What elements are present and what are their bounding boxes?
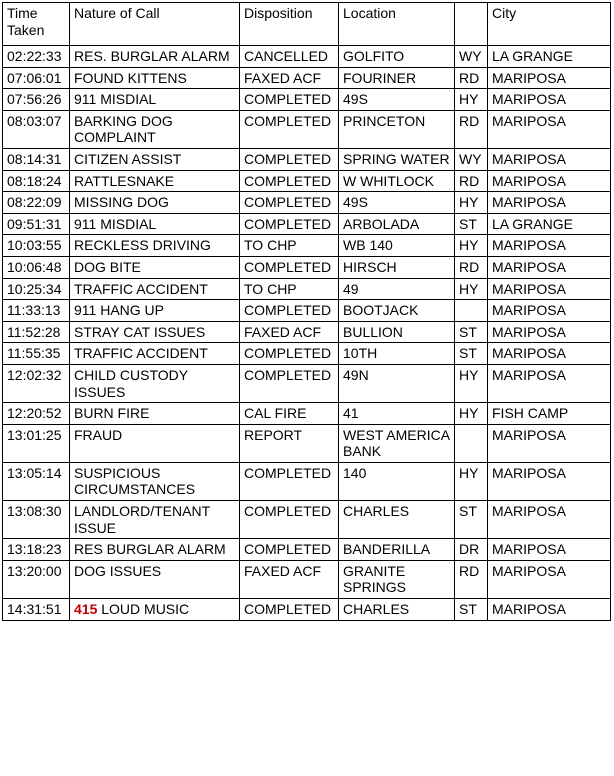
nature-cell: BURN FIRE — [70, 403, 240, 425]
table-row — [3, 364, 611, 402]
disposition-cell: FAXED ACF — [240, 67, 339, 89]
disposition-cell: COMPLETED — [240, 192, 339, 214]
table-row — [3, 599, 611, 621]
nature-cell: RES. BURGLAR ALARM — [70, 46, 240, 68]
city-cell: MARIPOSA — [488, 148, 611, 170]
nature-cell — [70, 599, 240, 621]
time-cell: 08:14:31 — [3, 148, 70, 170]
time-cell: 07:06:01 — [3, 67, 70, 89]
location-cell: W WHITLOCK — [339, 170, 455, 192]
city-cell: MARIPOSA — [488, 278, 611, 300]
disposition-cell: TO CHP — [240, 278, 339, 300]
time-cell: 13:18:23 — [3, 539, 70, 561]
time-cell: 10:03:55 — [3, 235, 70, 257]
nature-cell: 911 HANG UP — [70, 300, 240, 322]
table-row — [3, 148, 611, 170]
street-suffix-cell: HY — [455, 235, 488, 257]
street-suffix-cell: ST — [455, 321, 488, 343]
location-cell: 49 — [339, 278, 455, 300]
city-cell: MARIPOSA — [488, 424, 611, 462]
location-cell: ARBOLADA — [339, 213, 455, 235]
time-cell: 08:18:24 — [3, 170, 70, 192]
nature-cell: SUSPICIOUS CIRCUMSTANCES — [70, 462, 240, 500]
city-cell: MARIPOSA — [488, 364, 611, 402]
city-cell: MARIPOSA — [488, 321, 611, 343]
city-cell: FISH CAMP — [488, 403, 611, 425]
nature-cell: FOUND KITTENS — [70, 67, 240, 89]
location-cell: SPRING WATER — [339, 148, 455, 170]
table-row — [3, 46, 611, 68]
location-cell: HIRSCH — [339, 256, 455, 278]
table-row — [3, 67, 611, 89]
street-suffix-cell: ST — [455, 501, 488, 539]
table-row — [3, 278, 611, 300]
table-row — [3, 300, 611, 322]
city-cell: MARIPOSA — [488, 170, 611, 192]
header-row — [3, 3, 611, 46]
header-location: Location — [339, 3, 455, 46]
disposition-cell: COMPLETED — [240, 300, 339, 322]
disposition-cell: COMPLETED — [240, 170, 339, 192]
header-disposition: Disposition — [240, 3, 339, 46]
city-cell: MARIPOSA — [488, 300, 611, 322]
table-row — [3, 321, 611, 343]
location-cell: CHARLES — [339, 501, 455, 539]
disposition-cell: COMPLETED — [240, 213, 339, 235]
time-cell: 12:20:52 — [3, 403, 70, 425]
time-cell: 12:02:32 — [3, 364, 70, 402]
time-cell: 08:22:09 — [3, 192, 70, 214]
location-cell: GRANITE SPRINGS — [339, 560, 455, 598]
location-cell: 49S — [339, 192, 455, 214]
header-street-suffix — [455, 3, 488, 46]
city-cell: MARIPOSA — [488, 67, 611, 89]
city-cell: MARIPOSA — [488, 462, 611, 500]
nature-cell: DOG BITE — [70, 256, 240, 278]
street-suffix-cell: RD — [455, 560, 488, 598]
location-cell: BULLION — [339, 321, 455, 343]
location-cell: WB 140 — [339, 235, 455, 257]
time-cell: 11:55:35 — [3, 343, 70, 365]
city-cell: MARIPOSA — [488, 599, 611, 621]
header-city: City — [488, 3, 611, 46]
disposition-cell: COMPLETED — [240, 148, 339, 170]
table-row — [3, 403, 611, 425]
table-row — [3, 235, 611, 257]
nature-cell: BARKING DOG COMPLAINT — [70, 110, 240, 148]
nature-cell: MISSING DOG — [70, 192, 240, 214]
location-cell: BOOTJACK — [339, 300, 455, 322]
city-cell: LA GRANGE — [488, 46, 611, 68]
city-cell: MARIPOSA — [488, 110, 611, 148]
location-cell: 49S — [339, 89, 455, 111]
disposition-cell: CANCELLED — [240, 46, 339, 68]
time-cell: 11:52:28 — [3, 321, 70, 343]
location-cell: 140 — [339, 462, 455, 500]
time-cell: 13:20:00 — [3, 560, 70, 598]
table-row — [3, 343, 611, 365]
location-cell: WEST AMERICA BANK — [339, 424, 455, 462]
time-cell: 14:31:51 — [3, 599, 70, 621]
street-suffix-cell: WY — [455, 46, 488, 68]
disposition-cell: FAXED ACF — [240, 321, 339, 343]
location-cell: 41 — [339, 403, 455, 425]
street-suffix-cell: DR — [455, 539, 488, 561]
street-suffix-cell: WY — [455, 148, 488, 170]
nature-cell: STRAY CAT ISSUES — [70, 321, 240, 343]
disposition-cell: COMPLETED — [240, 89, 339, 111]
location-cell: 10TH — [339, 343, 455, 365]
nature-cell: RES BURGLAR ALARM — [70, 539, 240, 561]
table-row — [3, 89, 611, 111]
table-row — [3, 256, 611, 278]
penal-code-label: 415 — [74, 601, 98, 618]
street-suffix-cell: HY — [455, 364, 488, 402]
nature-cell: TRAFFIC ACCIDENT — [70, 343, 240, 365]
time-cell: 08:03:07 — [3, 110, 70, 148]
disposition-cell: COMPLETED — [240, 599, 339, 621]
header-nature-of-call: Nature of Call — [70, 3, 240, 46]
disposition-cell: COMPLETED — [240, 343, 339, 365]
location-cell: BANDERILLA — [339, 539, 455, 561]
disposition-cell: COMPLETED — [240, 462, 339, 500]
time-cell: 10:06:48 — [3, 256, 70, 278]
street-suffix-cell: HY — [455, 278, 488, 300]
header-time-taken: Time Taken — [3, 3, 70, 46]
table-row — [3, 192, 611, 214]
disposition-cell: REPORT — [240, 424, 339, 462]
table-row — [3, 560, 611, 598]
disposition-cell: CAL FIRE — [240, 403, 339, 425]
location-cell: PRINCETON — [339, 110, 455, 148]
table-row — [3, 462, 611, 500]
street-suffix-cell: ST — [455, 599, 488, 621]
time-cell: 13:01:25 — [3, 424, 70, 462]
city-cell: MARIPOSA — [488, 192, 611, 214]
street-suffix-cell — [455, 424, 488, 462]
time-cell: 09:51:31 — [3, 213, 70, 235]
table-row — [3, 110, 611, 148]
nature-cell: DOG ISSUES — [70, 560, 240, 598]
nature-cell: RATTLESNAKE — [70, 170, 240, 192]
time-cell: 07:56:26 — [3, 89, 70, 111]
street-suffix-cell — [455, 300, 488, 322]
location-cell: 49N — [339, 364, 455, 402]
disposition-cell: FAXED ACF — [240, 560, 339, 598]
time-cell: 13:05:14 — [3, 462, 70, 500]
location-cell: CHARLES — [339, 599, 455, 621]
street-suffix-cell: ST — [455, 343, 488, 365]
city-cell: MARIPOSA — [488, 235, 611, 257]
nature-text: LOUD MUSIC — [101, 601, 190, 618]
table-row — [3, 170, 611, 192]
table-row — [3, 539, 611, 561]
location-cell: GOLFITO — [339, 46, 455, 68]
call-log-table — [2, 2, 611, 621]
table-row — [3, 501, 611, 539]
city-cell: MARIPOSA — [488, 89, 611, 111]
street-suffix-cell: RD — [455, 110, 488, 148]
street-suffix-cell: HY — [455, 192, 488, 214]
city-cell: MARIPOSA — [488, 343, 611, 365]
nature-cell: LANDLORD/TENANT ISSUE — [70, 501, 240, 539]
time-cell: 02:22:33 — [3, 46, 70, 68]
nature-cell: TRAFFIC ACCIDENT — [70, 278, 240, 300]
city-cell: MARIPOSA — [488, 560, 611, 598]
street-suffix-cell: RD — [455, 256, 488, 278]
location-cell: FOURINER — [339, 67, 455, 89]
street-suffix-cell: ST — [455, 213, 488, 235]
street-suffix-cell: RD — [455, 170, 488, 192]
city-cell: MARIPOSA — [488, 256, 611, 278]
city-cell: MARIPOSA — [488, 501, 611, 539]
disposition-cell: COMPLETED — [240, 364, 339, 402]
nature-cell: FRAUD — [70, 424, 240, 462]
street-suffix-cell: HY — [455, 462, 488, 500]
nature-cell: 911 MISDIAL — [70, 213, 240, 235]
disposition-cell: COMPLETED — [240, 256, 339, 278]
nature-cell: 911 MISDIAL — [70, 89, 240, 111]
table-row — [3, 424, 611, 462]
disposition-cell: COMPLETED — [240, 501, 339, 539]
nature-cell: CHILD CUSTODY ISSUES — [70, 364, 240, 402]
street-suffix-cell: HY — [455, 403, 488, 425]
time-cell: 13:08:30 — [3, 501, 70, 539]
street-suffix-cell: RD — [455, 67, 488, 89]
table-row — [3, 213, 611, 235]
nature-cell: RECKLESS DRIVING — [70, 235, 240, 257]
nature-cell: CITIZEN ASSIST — [70, 148, 240, 170]
disposition-cell: COMPLETED — [240, 539, 339, 561]
disposition-cell: COMPLETED — [240, 110, 339, 148]
city-cell: MARIPOSA — [488, 539, 611, 561]
city-cell: LA GRANGE — [488, 213, 611, 235]
street-suffix-cell: HY — [455, 89, 488, 111]
time-cell: 11:33:13 — [3, 300, 70, 322]
time-cell: 10:25:34 — [3, 278, 70, 300]
disposition-cell: TO CHP — [240, 235, 339, 257]
